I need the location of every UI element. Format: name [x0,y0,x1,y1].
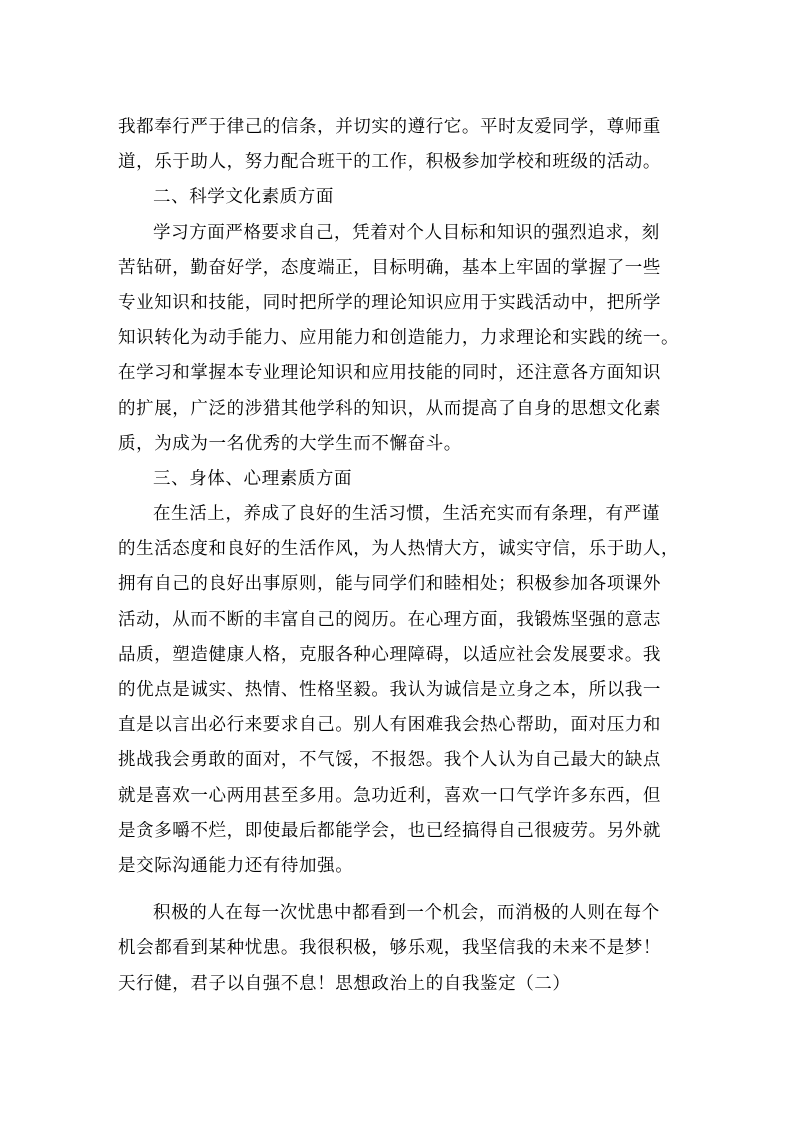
document-body [118,110,680,1002]
text-line: 专业知识和技能，同时把所学的理论知识应用于实践活动中，把所学 [118,292,661,313]
text-line: 道，乐于助人，努力配合班干的工作，积极参加学校和班级的活动。 [118,152,661,173]
text-line: 学习方面严格要求自己，凭着对个人目标和知识的强烈追求，刻 [153,222,660,243]
text-line: 积极的人在每一次忧患中都看到一个机会，而消极的人则在每个 [153,903,660,924]
text-line: 我都奉行严于律己的信条，并切实的遵行它。平时友爱同学，尊师重 [118,117,661,137]
text-line: 天行健，君子以自强不息！思想政治上的自我鉴定（二） [118,973,571,994]
text-line: 质，为成为一名优秀的大学生而不懈奋斗。 [118,433,462,454]
paragraph-spacer [118,884,680,896]
text-line: 活动，从而不断的丰富自己的阅历。在心理方面，我锻炼坚强的意志 [118,609,661,630]
text-line: 苦钻研，勤奋好学，态度端正，目标明确，基本上牢固的掌握了一些 [118,257,661,278]
paragraph-2 [118,216,680,462]
text-line: 拥有自己的良好出事原则，能与同学们和睦相处；积极参加各项课外 [118,574,661,595]
text-line: 直是以言出必行来要求自己。别人有困难我会热心帮助，面对压力和 [118,715,661,736]
text-line: 的优点是诚实、热情、性格坚毅。我认为诚信是立身之本，所以我一 [118,680,661,700]
text-line: 机会都看到某种忧患。我很积极，够乐观，我坚信我的未来不是梦！ [118,938,661,959]
text-line: 挑战我会勇敢的面对，不气馁，不报怨。我个人认为自己最大的缺点 [118,750,661,771]
heading-line: 二、科学文化素质方面 [153,187,334,208]
section-heading-science [118,180,680,215]
paragraph-4 [118,896,680,1002]
paragraph-1 [118,110,680,180]
text-line: 是贪多嚼不烂，即使最后都能学会，也已经搞得自己很疲劳。另外就 [118,820,661,841]
text-line: 品质，塑造健康人格，克服各种心理障碍，以适应社会发展要求。我 [118,644,661,665]
text-line: 知识转化为动手能力、应用能力和创造能力，力求理论和实践的统一。 [118,328,680,349]
text-line: 的生活态度和良好的生活作风，为人热情大方，诚实守信，乐于助人， [118,539,680,560]
section-heading-body-mind [118,462,680,497]
paragraph-3 [118,497,680,884]
text-line: 的扩展，广泛的涉猎其他学科的知识，从而提高了自身的思想文化素 [118,398,661,419]
text-line: 就是喜欢一心两用甚至多用。急功近利，喜欢一口气学许多东西，但 [118,785,661,806]
heading-line: 三、身体、心理素质方面 [153,468,353,489]
text-line: 是交际沟通能力还有待加强。 [118,855,354,876]
text-line: 在学习和掌握本专业理论知识和应用技能的同时，还注意各方面知识 [118,363,661,384]
text-line: 在生活上，养成了良好的生活习惯，生活充实而有条理，有严谨 [153,504,660,525]
